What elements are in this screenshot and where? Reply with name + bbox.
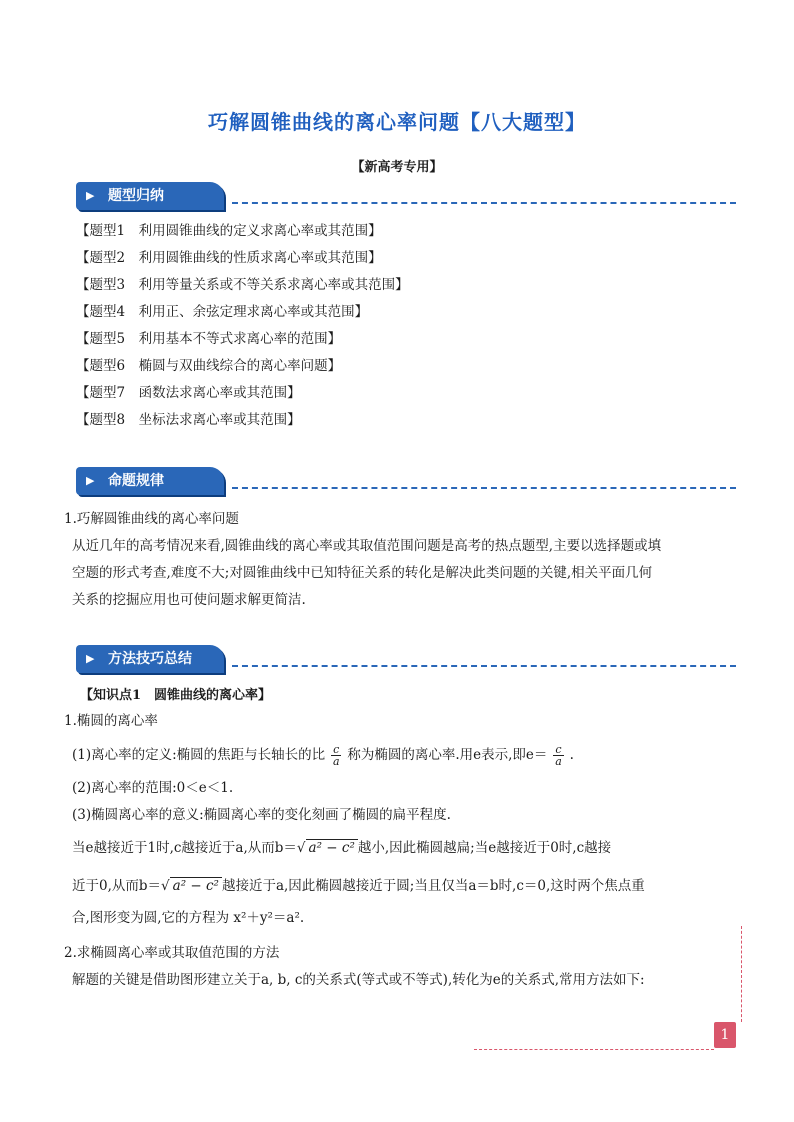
fraction-num: c <box>333 743 340 756</box>
section-tab <box>76 182 224 210</box>
range-line: (2)离心率的范围:0＜e＜1. <box>72 780 234 796</box>
page-subtitle: 【新高考专用】 <box>351 160 443 175</box>
rules-block <box>64 506 744 614</box>
type-list <box>76 218 409 434</box>
fraction-c-over-a <box>553 744 563 767</box>
section-label: 题型归纳 <box>108 188 164 204</box>
list-item: 【题型2 利用圆锥曲线的性质求离心率或其范围】 <box>76 250 382 266</box>
rules-heading: 1.巧解圆锥曲线的离心率问题 <box>64 511 239 527</box>
explain-text: 当e越接近于1时, <box>72 840 174 856</box>
fraction-den: a <box>555 755 562 768</box>
fraction-c-over-a <box>331 744 341 767</box>
explain-line: 合,图形变为圆,它的方程为 x²＋y²＝a². <box>72 910 305 926</box>
fraction-den: a <box>332 755 340 768</box>
section-header-types <box>76 182 736 210</box>
list-item: 【题型4 利用正、余弦定理求离心率或其范围】 <box>76 304 369 320</box>
divider-line <box>232 487 736 489</box>
list-item: 【题型7 函数法求离心率或其范围】 <box>76 385 301 401</box>
page-corner-line <box>474 1049 714 1050</box>
play-arrow-icon: ▶ <box>86 652 95 665</box>
rules-line: 从近几年的高考情况来看,圆锥曲线的离心率或其取值范围问题是高考的热点题型,主要以选择题或填 <box>72 538 662 554</box>
explain-text: 近于0,从而b＝ <box>72 878 162 894</box>
page-corner-line <box>741 926 742 1022</box>
section-label: 命题规律 <box>108 473 164 489</box>
knowledge-block <box>64 708 754 994</box>
sqrt-expression: a² − c² <box>170 877 222 894</box>
divider-line <box>232 665 736 667</box>
fraction-num: c <box>555 743 562 756</box>
definition-end: . <box>569 747 574 763</box>
definition-line <box>64 735 754 775</box>
definition-text: 称为椭圆的离心率.用e表示,即e＝ <box>347 747 548 763</box>
section-label: 方法技巧总结 <box>108 651 192 667</box>
explain-text: 越接近于a,因此椭圆越接近于圆;当且仅当a＝b时,c＝0,这时两个焦点重 <box>221 878 645 894</box>
list-item: 【题型1 利用圆锥曲线的定义求离心率或其范围】 <box>76 223 382 239</box>
definition-text: (1)离心率的定义:椭圆的焦距与长轴长的比 <box>72 747 326 763</box>
list-item: 【题型8 坐标法求离心率或其范围】 <box>76 412 301 428</box>
play-arrow-icon: ▶ <box>86 189 95 202</box>
item-heading: 1.椭圆的离心率 <box>64 713 158 729</box>
explain-line <box>64 829 754 867</box>
sqrt-expression: a² − c² <box>306 839 358 856</box>
knowledge-heading: 【知识点1 圆锥曲线的离心率】 <box>80 688 272 703</box>
list-item: 【题型6 椭圆与双曲线综合的离心率问题】 <box>76 358 342 374</box>
section-tab <box>76 467 224 495</box>
rules-line: 空题的形式考查,难度不大;对圆锥曲线中已知特征关系的转化是解决此类问题的关键,相关平面几何 <box>72 565 653 581</box>
explain-text: 越小,因此椭圆越扁;当e越接近于0时,c越接 <box>357 840 612 856</box>
play-arrow-icon: ▶ <box>86 474 95 487</box>
item-body: 解题的关键是借助图形建立关于a, b, c的关系式(等式或不等式),转化为e的关系式,常用方法如下: <box>72 972 645 988</box>
meaning-line: (3)椭圆离心率的意义:椭圆离心率的变化刻画了椭圆的扁平程度. <box>72 807 451 823</box>
sqrt-symbol: √ <box>161 878 170 894</box>
list-item: 【题型3 利用等量关系或不等关系求离心率或其范围】 <box>76 277 409 293</box>
page-title: 巧解圆锥曲线的离心率问题【八大题型】 <box>208 110 586 134</box>
explain-text: c越接近于a,从而b＝ <box>173 840 297 856</box>
section-header-rules <box>76 467 736 495</box>
rules-line: 关系的挖掘应用也可使问题求解更简洁. <box>72 592 306 608</box>
item-heading: 2.求椭圆离心率或其取值范围的方法 <box>64 945 280 961</box>
list-item: 【题型5 利用基本不等式求离心率的范围】 <box>76 331 342 347</box>
section-tab <box>76 645 224 673</box>
page-number: 1 <box>714 1022 736 1048</box>
divider-line <box>232 202 736 204</box>
sqrt-symbol: √ <box>296 840 306 856</box>
explain-line <box>64 867 754 905</box>
section-header-methods <box>76 645 736 673</box>
